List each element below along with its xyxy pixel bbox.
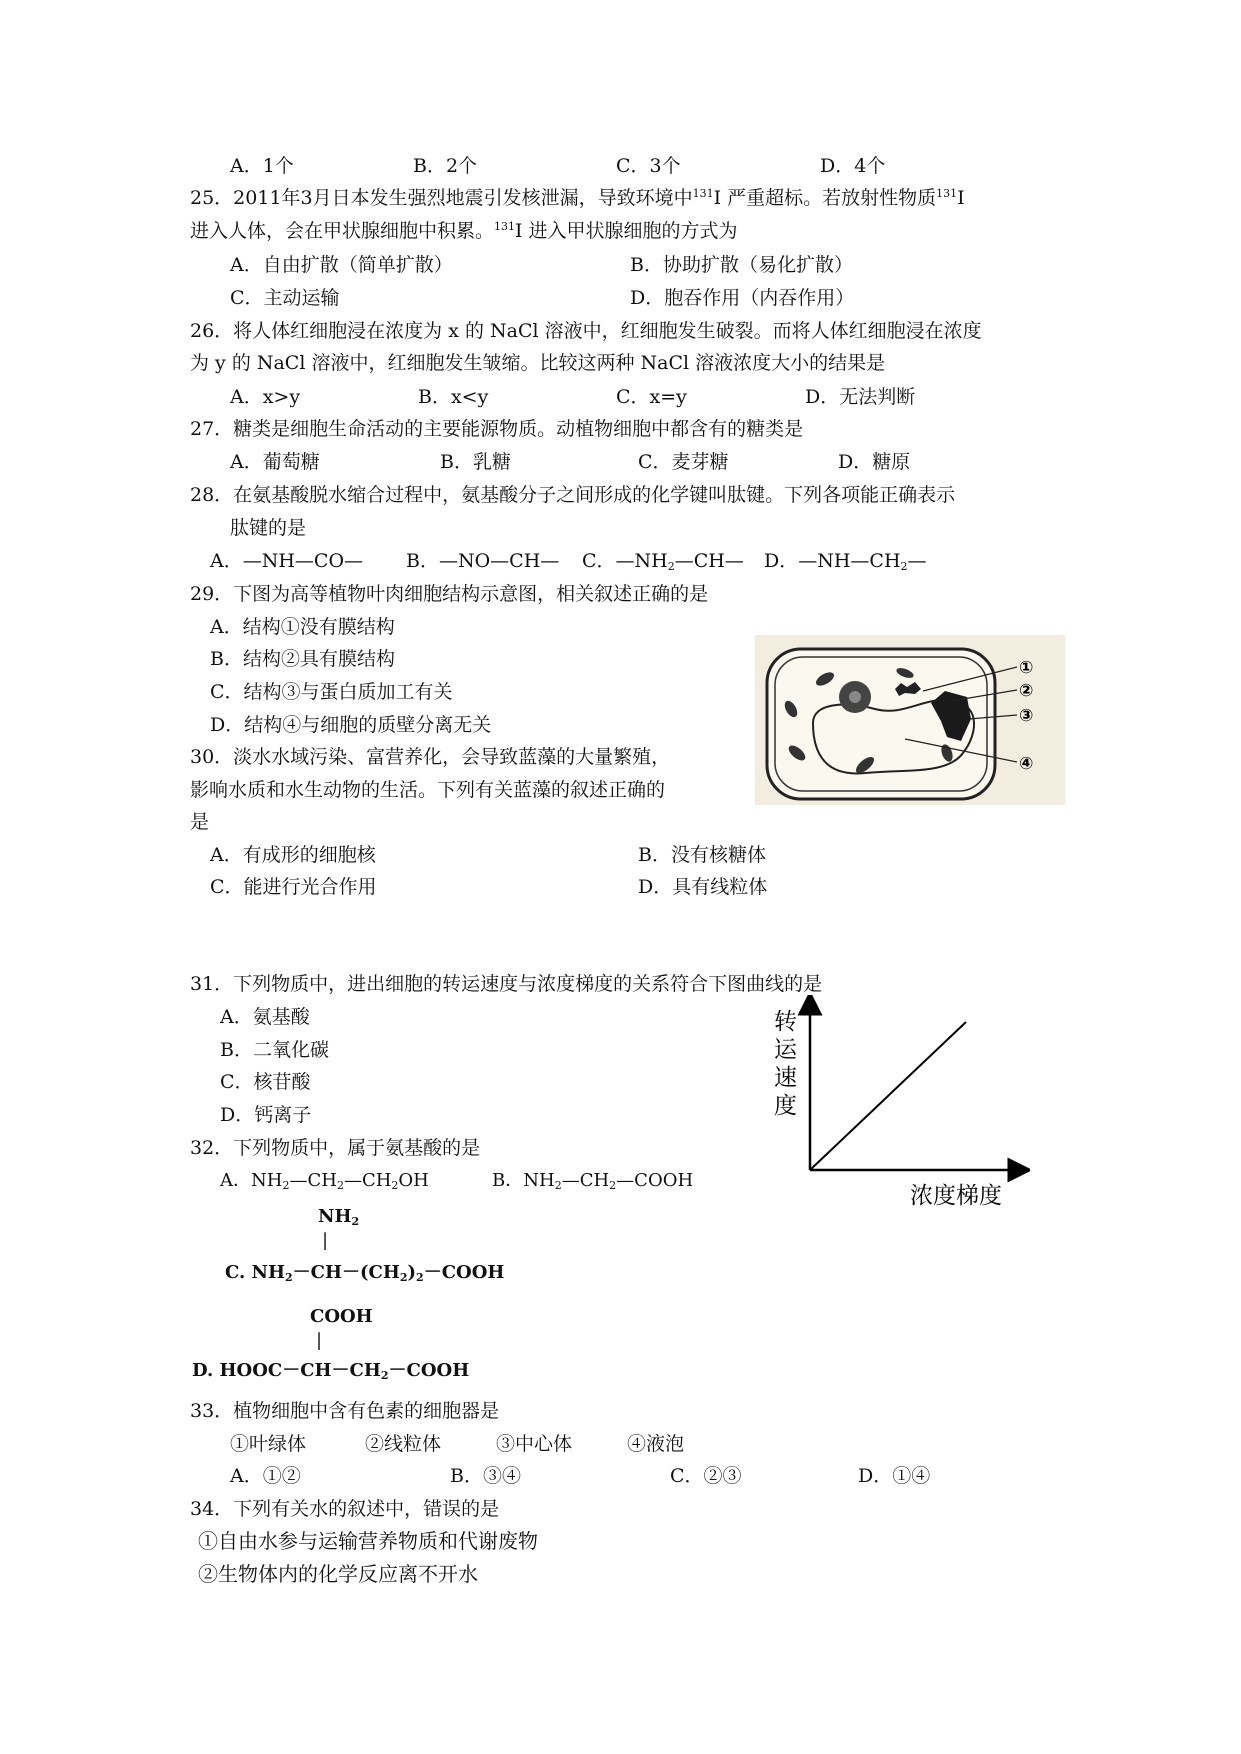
y-label-char-4: 度 bbox=[774, 1093, 797, 1119]
q26-stem-line1: 26．将人体红细胞浸在浓度为 x 的 NaCl 溶液中，红细胞发生破裂。而将人体红细胞浸在浓度 bbox=[190, 320, 982, 342]
q32-d-top-group: COOH bbox=[310, 1306, 373, 1327]
q28-stem-line2: 肽键的是 bbox=[230, 517, 307, 539]
q32-c-bond: | bbox=[322, 1230, 329, 1251]
q29-stem: 29．下图为高等植物叶肉细胞结构示意图，相关叙述正确的是 bbox=[190, 583, 709, 605]
q25-option-a: A．自由扩散（简单扩散） bbox=[230, 254, 453, 276]
y-label-char-1: 转 bbox=[774, 1009, 797, 1035]
q28-option-d: D．$—NH—CH_2—$ bbox=[764, 550, 927, 573]
q33-item-1: ①叶绿体 bbox=[230, 1433, 307, 1455]
q25-option-c: C．主动运输 bbox=[230, 287, 340, 309]
q33-option-d: D．①④ bbox=[858, 1465, 931, 1487]
q26-option-a: A．x>y bbox=[230, 386, 301, 408]
q32-stem: 32．下列物质中，属于氨基酸的是 bbox=[190, 1137, 481, 1159]
q30-stem-line2: 影响水质和水生动物的生活。下列有关蓝藻的叙述正确的 bbox=[190, 779, 666, 801]
q33-option-a: A．①② bbox=[230, 1465, 301, 1487]
q29-option-a: A．结构①没有膜结构 bbox=[210, 616, 395, 638]
q30-option-c: C．能进行光合作用 bbox=[210, 876, 377, 898]
cell-label-1: ① bbox=[1019, 658, 1034, 678]
q30-option-d: D．具有线粒体 bbox=[638, 876, 768, 898]
q27-option-a: A．葡萄糖 bbox=[230, 451, 320, 473]
q32-d-bond: | bbox=[316, 1330, 323, 1351]
cell-label-2: ② bbox=[1019, 681, 1034, 701]
q33-item-4: ④液泡 bbox=[627, 1433, 685, 1455]
q33-option-c: C．②③ bbox=[670, 1465, 742, 1487]
nucleolus bbox=[849, 691, 861, 703]
cell-label-4: ④ bbox=[1019, 754, 1034, 774]
q27-option-b: B．乳糖 bbox=[440, 451, 511, 473]
q30-option-a: A．有成形的细胞核 bbox=[210, 844, 376, 866]
q24-option-a: A．1个 bbox=[230, 155, 294, 177]
q28-option-c: C．$—NH_2—CH—$ bbox=[582, 550, 744, 573]
x-axis-label: 浓度梯度 bbox=[910, 1183, 1002, 1209]
q26-option-d: D．无法判断 bbox=[805, 386, 916, 408]
q25-option-d: D．胞吞作用（内吞作用） bbox=[630, 287, 855, 309]
q34-item-1: ①自由水参与运输营养物质和代谢废物 bbox=[198, 1529, 538, 1553]
q32-option-c: C. $NH_2-CH-(CH_2)_2-COOH$ bbox=[225, 1262, 505, 1284]
q33-item-2: ②线粒体 bbox=[365, 1433, 442, 1455]
q30-stem-line1: 30．淡水水域污染、富营养化，会导致蓝藻的大量繁殖， bbox=[190, 746, 671, 768]
y-label-char-3: 速 bbox=[774, 1065, 797, 1091]
q26-option-b: B．x<y bbox=[418, 386, 489, 408]
q32-option-b: B．$NH_2—CH_2—COOH$ bbox=[492, 1170, 694, 1192]
q24-option-d: D．4个 bbox=[820, 155, 886, 177]
q26-stem-line2: 为 y 的 NaCl 溶液中，红细胞发生皱缩。比较这两种 NaCl 溶液浓度大小的结果是 bbox=[190, 352, 886, 374]
q27-option-c: C．麦芽糖 bbox=[638, 451, 729, 473]
q31-option-a: A．氨基酸 bbox=[220, 1006, 310, 1028]
q29-option-d: D．结构④与细胞的质壁分离无关 bbox=[210, 714, 492, 736]
q29-option-c: C．结构③与蛋白质加工有关 bbox=[210, 681, 453, 703]
plant-cell-diagram bbox=[755, 635, 1065, 805]
q30-option-b: B．没有核糖体 bbox=[638, 844, 766, 866]
q32-option-a: A．$NH_2—CH_2—CH_2OH$ bbox=[220, 1170, 429, 1192]
q24-option-c: C．3个 bbox=[616, 155, 681, 177]
y-label-char-2: 运 bbox=[774, 1037, 797, 1063]
q26-option-c: C．x=y bbox=[616, 386, 687, 408]
q24-option-b: B．2个 bbox=[413, 155, 478, 177]
cell-label-3: ③ bbox=[1019, 706, 1034, 726]
q28-option-b: B．—NO—CH— bbox=[406, 550, 560, 572]
q34-stem: 34．下列有关水的叙述中，错误的是 bbox=[190, 1498, 500, 1520]
q31-option-d: D．钙离子 bbox=[220, 1104, 312, 1126]
q33-option-b: B．③④ bbox=[450, 1465, 521, 1487]
q32-option-d: D. $HOOC-CH-CH_2-COOH$ bbox=[192, 1360, 470, 1382]
q25-stem-line1: 25．2011年3月日本发生强烈地震引发核泄漏，导致环境中$^{131}$I 严重超标。若放射性物质$^{131}$I bbox=[190, 187, 965, 209]
q27-option-d: D．糖原 bbox=[838, 451, 911, 473]
q29-option-b: B．结构②具有膜结构 bbox=[210, 648, 395, 670]
q25-stem-line2: 进入人体，会在甲状腺细胞中积累。$^{131}$I 进入甲状腺细胞的方式为 bbox=[190, 220, 738, 242]
q28-option-a: A．—NH—CO— bbox=[210, 550, 364, 572]
q33-item-3: ③中心体 bbox=[496, 1433, 573, 1455]
q31-option-b: B．二氧化碳 bbox=[220, 1039, 329, 1061]
q31-stem: 31．下列物质中，进出细胞的转运速度与浓度梯度的关系符合下图曲线的是 bbox=[190, 973, 823, 995]
q25-option-b: B．协助扩散（易化扩散） bbox=[630, 254, 853, 276]
q34-item-2: ②生物体内的化学反应离不开水 bbox=[198, 1562, 478, 1586]
q33-stem: 33．植物细胞中含有色素的细胞器是 bbox=[190, 1400, 500, 1422]
q27-stem: 27．糖类是细胞生命活动的主要能源物质。动植物细胞中都含有的糖类是 bbox=[190, 418, 804, 440]
transport-rate-graph bbox=[760, 995, 1030, 1210]
q32-c-top-group: $NH_2$ bbox=[318, 1206, 360, 1228]
rate-line bbox=[810, 1022, 966, 1170]
q30-stem-line3: 是 bbox=[190, 811, 210, 833]
q31-option-c: C．核苷酸 bbox=[220, 1071, 311, 1093]
q28-stem-line1: 28．在氨基酸脱水缩合过程中，氨基酸分子之间形成的化学键叫肽键。下列各项能正确表示 bbox=[190, 484, 956, 506]
